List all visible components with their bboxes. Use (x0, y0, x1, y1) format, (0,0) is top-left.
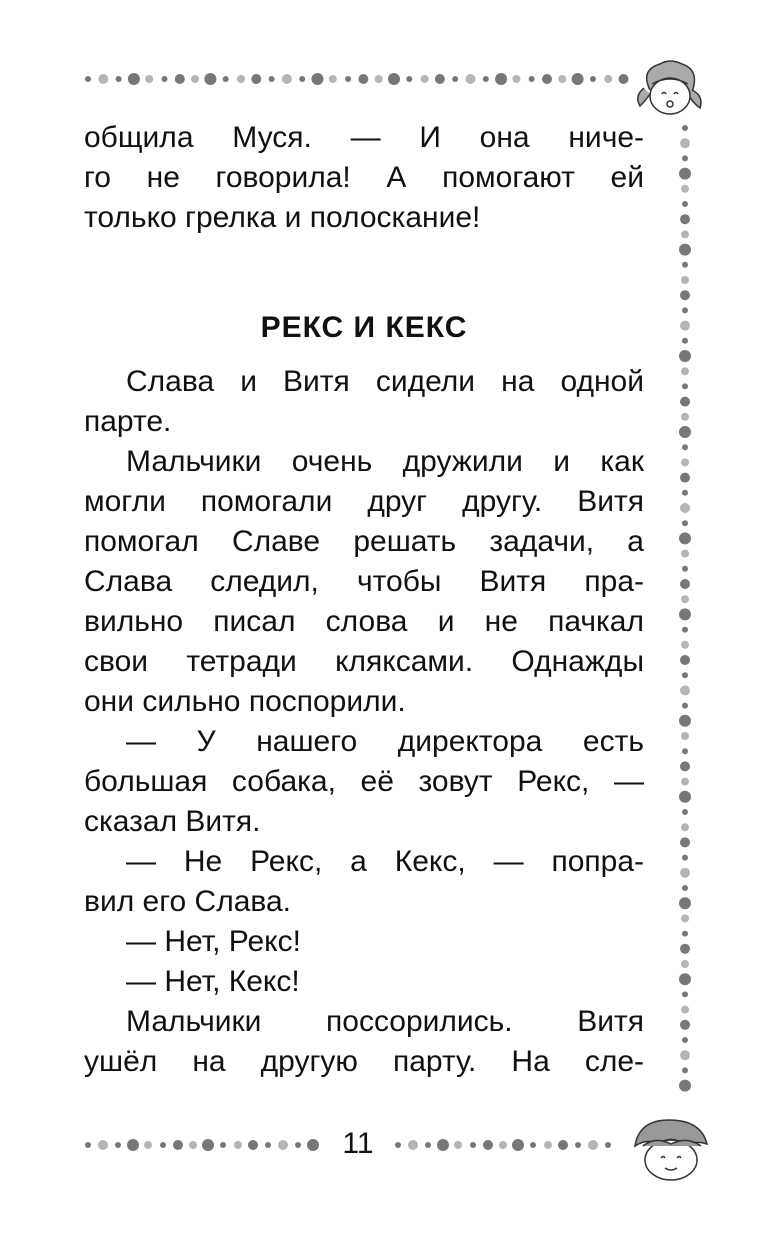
decor-dot (358, 74, 368, 84)
decor-dot (681, 185, 689, 193)
decor-dot (680, 761, 690, 771)
decor-dot (679, 791, 691, 803)
decor-dot (145, 75, 153, 83)
decor-dot (437, 1139, 449, 1151)
decor-dot (282, 74, 292, 84)
decor-dot (682, 566, 688, 572)
decor-dot (681, 960, 689, 968)
text-line: только грелка и полоскание! (84, 201, 481, 234)
text-line: — У нашего директора есть (126, 725, 644, 758)
decor-dot (202, 1139, 214, 1151)
decor-dot (307, 1139, 319, 1151)
decor-dot (679, 608, 691, 620)
decor-dot (251, 74, 261, 84)
decor-dot (295, 1142, 301, 1148)
decor-dot (682, 931, 688, 937)
text-line: — Не Рекс, а Кекс, — попра- (126, 845, 644, 878)
decor-dot (679, 715, 691, 727)
decor-dot (680, 214, 690, 224)
text-line: Мальчики поссорились. Витя (126, 1005, 644, 1038)
decor-dot (682, 991, 688, 997)
decor-dot (680, 138, 690, 148)
decor-dot (435, 74, 445, 84)
decor-dot (128, 73, 140, 85)
decor-dot (680, 503, 690, 513)
decor-dot (682, 809, 688, 815)
decor-dot (682, 338, 688, 344)
decor-dot (680, 685, 690, 695)
decor-dot (425, 1142, 431, 1148)
decor-dot (85, 76, 91, 82)
decor-dot (191, 75, 199, 83)
decor-dot (408, 1140, 418, 1150)
decor-dot (406, 76, 412, 82)
text-line: ушёл на другую парту. На сле- (84, 1045, 644, 1078)
decor-dot (679, 350, 691, 362)
story-heading: РЕКС И КЕКС (260, 311, 468, 344)
decor-dot (530, 1142, 536, 1148)
decor-dot (395, 1142, 401, 1148)
decor-dot (98, 1140, 108, 1150)
decor-dot (681, 276, 689, 284)
decor-dot (680, 321, 690, 331)
decor-dot (680, 579, 690, 589)
decor-dot (681, 550, 689, 558)
decor-dot (375, 75, 383, 83)
decor-dot (682, 444, 688, 450)
text-line: общила Муся. — И она ниче- (84, 121, 644, 154)
decor-dot (682, 855, 688, 861)
decor-dot (495, 73, 507, 85)
decor-dot (223, 76, 229, 82)
decor-dot (160, 1142, 166, 1148)
top-dot-border (80, 64, 640, 94)
decor-dot (681, 367, 689, 375)
decor-dot (682, 1067, 688, 1073)
decor-dot (681, 458, 689, 466)
decor-dot (299, 76, 305, 82)
decor-dot (682, 155, 688, 161)
decor-dot (682, 262, 688, 268)
decor-dot (265, 1142, 271, 1148)
decor-dot (682, 307, 688, 313)
decor-dot (575, 1142, 581, 1148)
decor-dot (220, 1142, 226, 1148)
decor-dot (679, 897, 691, 909)
decor-dot (173, 1140, 183, 1150)
decor-dot (681, 778, 689, 786)
decor-dot (679, 973, 691, 985)
decor-dot (679, 532, 691, 544)
decor-dot (604, 75, 612, 83)
text-line: они сильно поспорили. (84, 685, 406, 718)
decor-dot (544, 1141, 552, 1149)
text-line: парте. (84, 405, 172, 438)
decor-dot (98, 74, 108, 84)
text-line: — Нет, Кекс! (126, 965, 300, 998)
decor-dot (85, 1142, 91, 1148)
page-number: 11 (342, 1127, 374, 1160)
decor-dot (144, 1141, 152, 1149)
decor-dot (269, 76, 275, 82)
decor-dot (682, 885, 688, 891)
decor-dot (483, 76, 489, 82)
decor-dot (452, 76, 458, 82)
decor-dot (115, 1142, 121, 1148)
decor-dot (680, 473, 690, 483)
decor-dot (679, 244, 691, 256)
decor-dot (588, 1140, 598, 1150)
text-line: вильно писал слова и не пачкал (84, 605, 644, 638)
decor-dot (681, 230, 689, 238)
decor-dot (680, 655, 690, 665)
decor-dot (680, 1050, 690, 1060)
decor-dot (466, 74, 476, 84)
text-line: большая собака, её зовут Рекс, — (84, 765, 644, 798)
right-dot-border (670, 120, 700, 1100)
decor-dot (529, 76, 535, 82)
decor-dot (590, 76, 596, 82)
decor-dot (679, 426, 691, 438)
top-paragraph (84, 118, 644, 238)
decor-dot (679, 168, 691, 180)
text-line: Мальчики очень дружили и как (126, 445, 644, 478)
decor-dot (681, 732, 689, 740)
bottom-left-dot-border (80, 1130, 330, 1160)
decor-dot (572, 73, 584, 85)
decor-dot (619, 74, 629, 84)
decor-dot (682, 520, 688, 526)
decor-dot (682, 672, 688, 678)
text-line: го не говорила! А помогают ей (84, 161, 644, 194)
text-line: сказал Витя. (84, 805, 261, 838)
decor-dot (682, 201, 688, 207)
decor-dot (248, 1140, 258, 1150)
decor-dot (680, 1020, 690, 1030)
text-line: свои тетради кляксами. Однажды (84, 645, 644, 678)
text-line: могли помогали друг другу. Витя (84, 485, 644, 518)
decor-dot (558, 75, 566, 83)
decor-dot (681, 914, 689, 922)
decor-dot (681, 823, 689, 831)
decor-dot (237, 75, 245, 83)
decor-dot (278, 1140, 288, 1150)
decor-dot (127, 1139, 139, 1151)
text-line: — Нет, Рекс! (126, 925, 301, 958)
decor-dot (680, 397, 690, 407)
decor-dot (470, 1142, 476, 1148)
decor-dot (681, 1006, 689, 1014)
decor-dot (189, 1141, 197, 1149)
decor-dot (388, 73, 400, 85)
decor-dot (512, 75, 520, 83)
decor-dot (512, 1139, 524, 1151)
decor-dot (421, 75, 429, 83)
decor-dot (682, 1037, 688, 1043)
decor-dot (679, 1080, 691, 1092)
decor-dot (329, 75, 337, 83)
boy-face-icon (625, 1110, 715, 1190)
decor-dot (680, 837, 690, 847)
decor-dot (542, 74, 552, 84)
story-body (84, 362, 644, 1082)
decor-dot (680, 868, 690, 878)
decor-dot (681, 641, 689, 649)
decor-dot (204, 73, 216, 85)
decor-dot (681, 595, 689, 603)
text-line: помогал Славе решать задачи, а (84, 525, 644, 558)
decor-dot (682, 703, 688, 709)
decor-dot (680, 290, 690, 300)
bottom-right-dot-border (390, 1130, 620, 1160)
decor-dot (454, 1141, 462, 1149)
decor-dot (558, 1140, 568, 1150)
text-line: Слава и Витя сидели на одной (126, 365, 644, 398)
decor-dot (682, 383, 688, 389)
decor-dot (680, 944, 690, 954)
text-line: вил его Слава. (84, 885, 291, 918)
decor-dot (116, 76, 122, 82)
decor-dot (499, 1141, 507, 1149)
decor-dot (345, 76, 351, 82)
decor-dot (682, 748, 688, 754)
decor-dot (234, 1141, 242, 1149)
decor-dot (681, 413, 689, 421)
decor-dot (682, 627, 688, 633)
decor-dot (175, 74, 185, 84)
decor-dot (312, 73, 324, 85)
decor-dot (605, 1142, 611, 1148)
decor-dot (483, 1140, 493, 1150)
decor-dot (162, 76, 168, 82)
decor-dot (682, 490, 688, 496)
text-line: Слава следил, чтобы Витя пра- (84, 565, 644, 598)
